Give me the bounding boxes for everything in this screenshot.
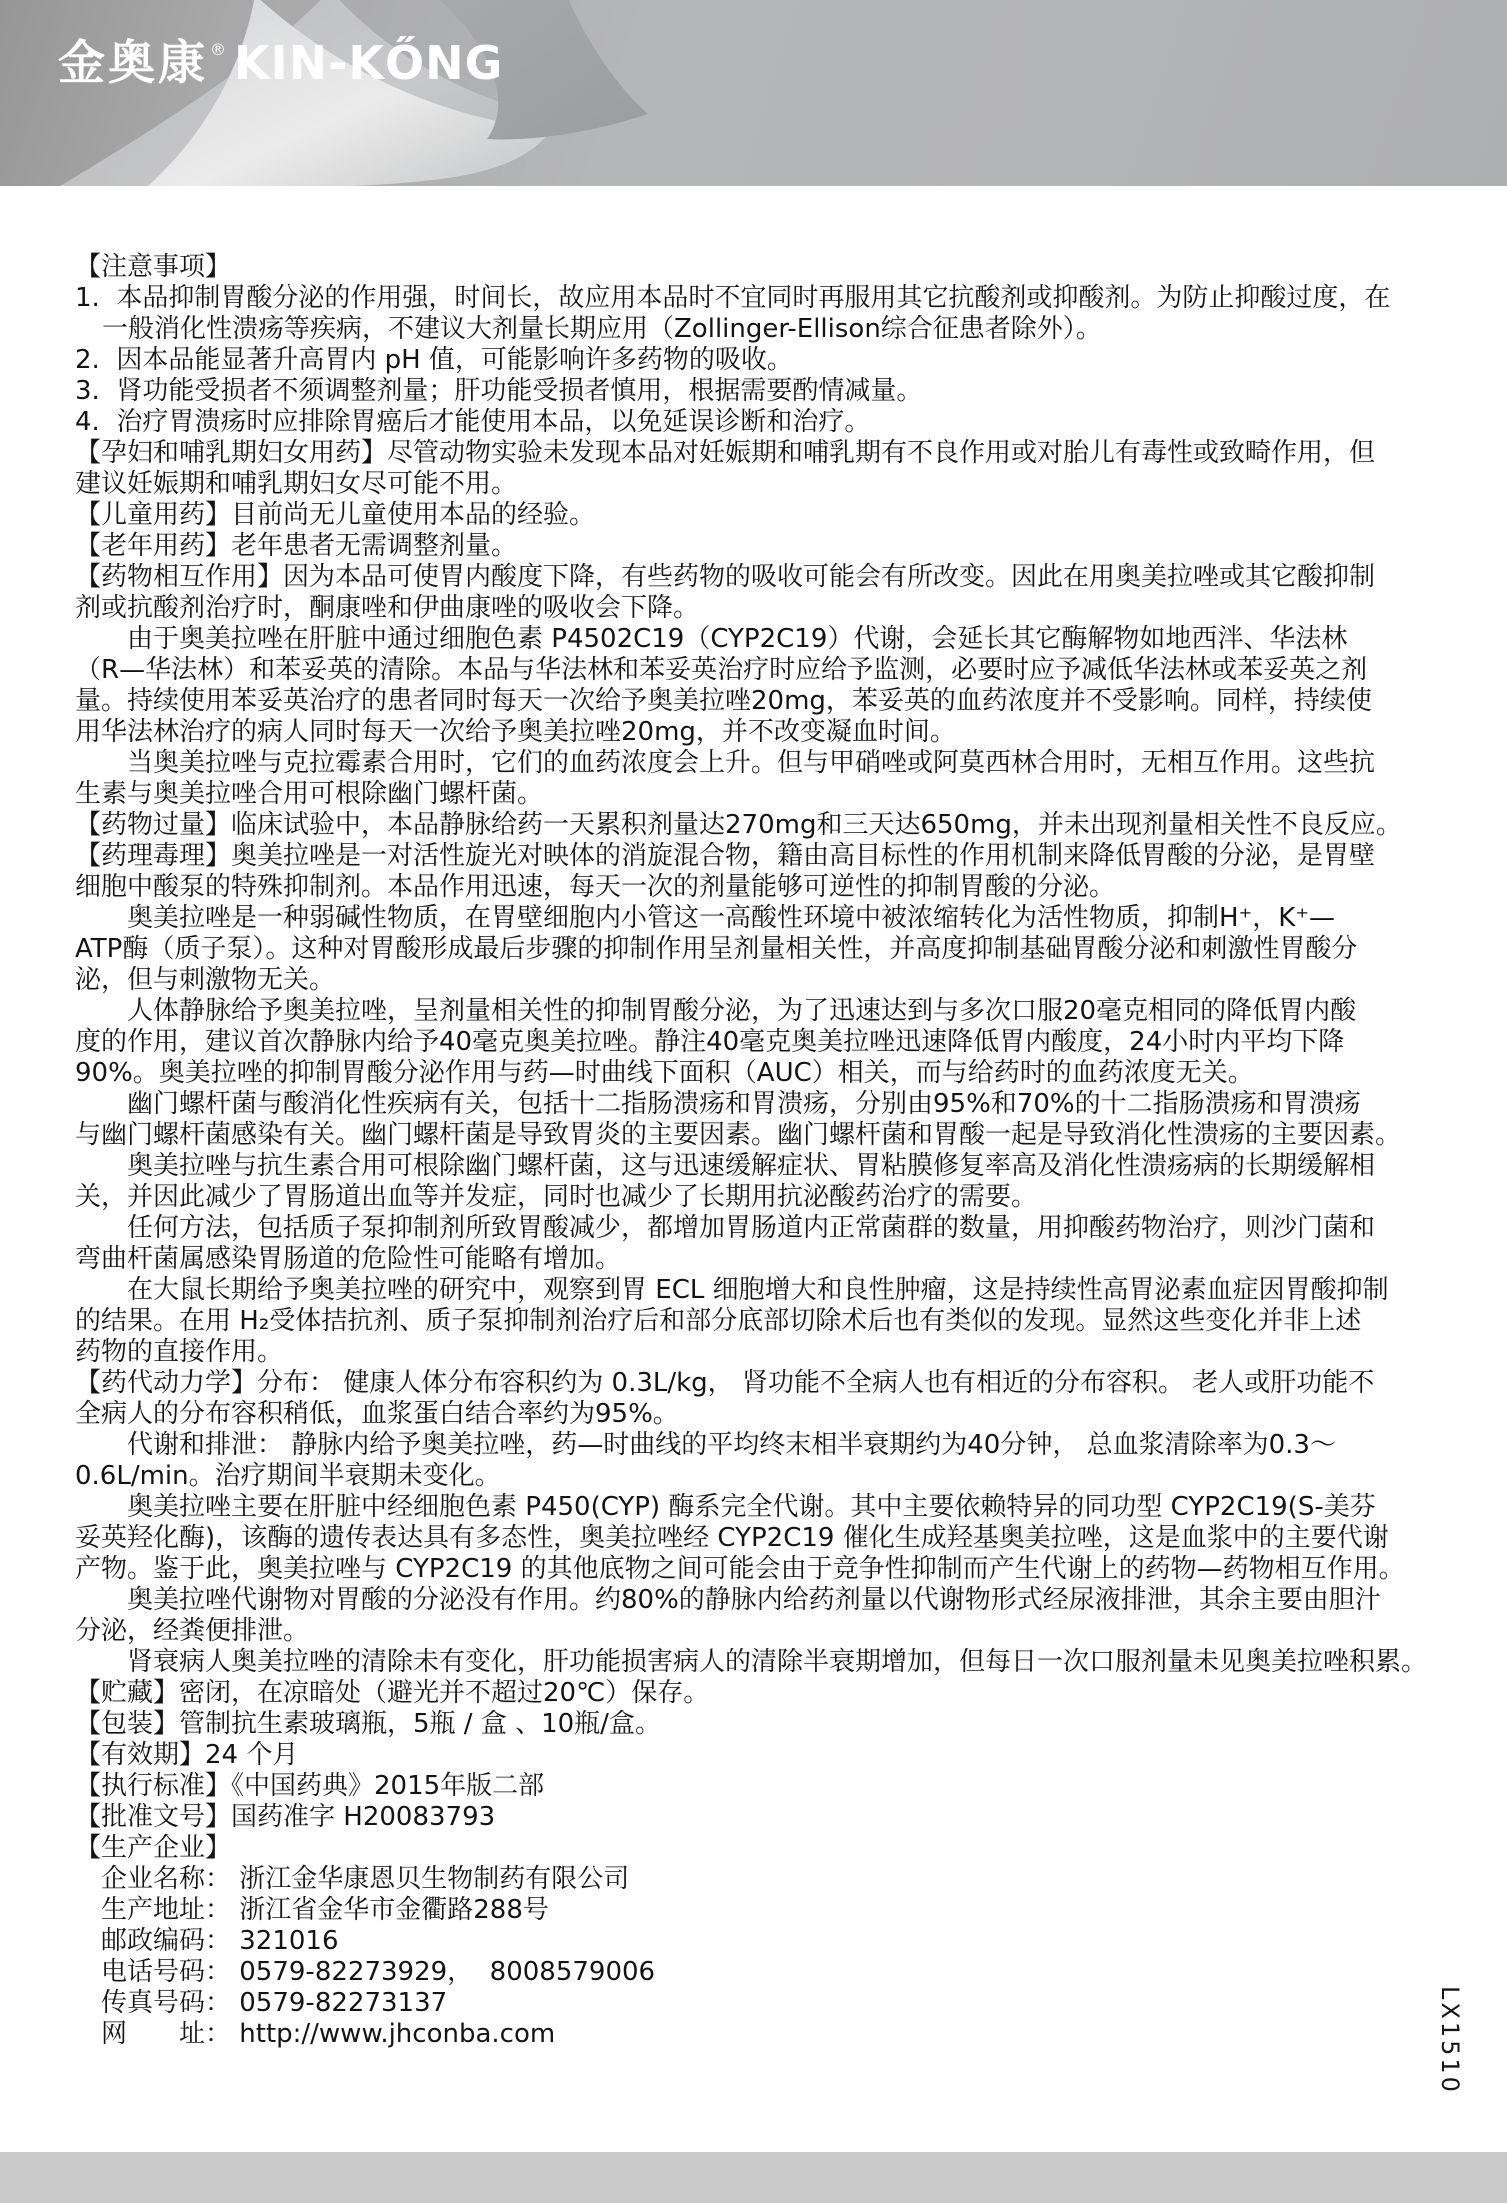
text-line: 【老年用药】老年患者无需调整剂量。 bbox=[75, 531, 518, 561]
footer-bar bbox=[0, 2152, 1507, 2203]
text-line: 分泌，经粪便排泄。 bbox=[75, 1616, 310, 1646]
text-line: 人体静脉给予奥美拉唑，呈剂量相关性的抑制胃酸分泌，为了迅速达到与多次口服20毫克相同的降低胃内酸 bbox=[127, 996, 1357, 1026]
text-line: 4. 治疗胃溃疡时应排除胃癌后才能使用本品，以免延误诊断和治疗。 bbox=[75, 407, 871, 437]
text-line: 【注意事项】 bbox=[75, 252, 232, 282]
ribbon-wave-graphic bbox=[0, 0, 1507, 186]
text-line: 3. 肾功能受损者不须调整剂量；肝功能受损者慎用，根据需要酌情减量。 bbox=[75, 376, 923, 406]
text-line: 泌，但与刺激物无关。 bbox=[75, 965, 336, 995]
text-line: 由于奥美拉唑在肝脏中通过细胞色素 P4502C19（CYP2C19）代谢，会延长其它酶解物如地西泮、华法林 bbox=[127, 624, 1348, 654]
text-line: 建议妊娠期和哺乳期妇女尽可能不用。 bbox=[75, 469, 518, 499]
text-line: 任何方法，包括质子泵抑制剂所致胃酸减少，都增加胃肠道内正常菌群的数量，用抑酸药物治疗，则沙门菌和 bbox=[127, 1213, 1376, 1243]
text-line: 用华法林治疗的病人同时每天一次给予奥美拉唑20mg，并不改变凝血时间。 bbox=[75, 717, 956, 747]
text-line: ATP酶（质子泵）。这种对胃酸形成最后步骤的抑制作用呈剂量相关性，并高度抑制基础胃酸分泌和刺激性胃酸分 bbox=[75, 934, 1358, 964]
brand-header bbox=[0, 0, 1507, 186]
text-line: 【执行标准】《中国药典》2015年版二部 bbox=[75, 1771, 545, 1801]
text-line: 1. 本品抑制胃酸分泌的作用强，时间长，故应用本品时不宜同时再服用其它抗酸剂或抑酸剂。为防止抑酸过度，在 bbox=[75, 283, 1391, 313]
text-line: 【药理毒理】奥美拉唑是一对活性旋光对映体的消旋混合物，籍由高目标性的作用机制来降低胃酸的分泌，是胃壁 bbox=[75, 841, 1376, 871]
text-line: 【孕妇和哺乳期妇女用药】尽管动物实验未发现本品对妊娠期和哺乳期有不良作用或对胎儿有毒性或致畸作用，但 bbox=[75, 438, 1376, 468]
text-line: 【包装】管制抗生素玻璃瓶，5瓶 / 盒 、10瓶/盒。 bbox=[75, 1709, 661, 1739]
text-line: 邮政编码： 321016 bbox=[101, 1926, 339, 1956]
text-line: 2. 因本品能显著升高胃内 pH 值，可能影响许多药物的吸收。 bbox=[75, 345, 793, 375]
text-line: 电话号码： 0579-82273929， 8008579006 bbox=[101, 1957, 656, 1987]
text-line: 妥英羟化酶)，该酶的遗传表达具有多态性，奥美拉唑经 CYP2C19 催化生成羟基奥美拉唑，这是血浆中的主要代谢 bbox=[75, 1523, 1389, 1553]
text-line: 【药物过量】临床试验中，本品静脉给药一天累积剂量达270mg和三天达650mg，并未出现剂量相关性不良反应。 bbox=[75, 810, 1402, 840]
text-line: 传真号码： 0579-82273137 bbox=[101, 1988, 448, 2018]
text-line: （R—华法林）和苯妥英的清除。本品与华法林和苯妥英治疗时应给予监测，必要时应予减低华法林或苯妥英之剂 bbox=[75, 655, 1368, 685]
text-line: 【批准文号】国药准字 H20083793 bbox=[75, 1802, 496, 1832]
text-line: 奥美拉唑代谢物对胃酸的分泌没有作用。约80%的静脉内给药剂量以代谢物形式经尿液排泄，其余主要由胆汁 bbox=[127, 1585, 1381, 1615]
text-line: 90%。奥美拉唑的抑制胃酸分泌作用与药—时曲线下面积（AUC）相关，而与给药时的血药浓度无关。 bbox=[75, 1058, 1254, 1088]
text-line: 网 址： http://www.jhconba.com bbox=[101, 2019, 556, 2049]
text-line: 奥美拉唑与抗生素合用可根除幽门螺杆菌，这与迅速缓解症状、胃粘膜修复率高及消化性溃疡病的长期缓解相 bbox=[127, 1151, 1376, 1181]
text-line: 0.6L/min。治疗期间半衰期未变化。 bbox=[75, 1461, 501, 1491]
text-line: 【药物相互作用】因为本品可使胃内酸度下降，有些药物的吸收可能会有所改变。因此在用奥美拉唑或其它酸抑制 bbox=[75, 562, 1376, 592]
brand-logo bbox=[58, 36, 504, 91]
text-line: 【贮藏】密闭，在凉暗处（避光并不超过20℃）保存。 bbox=[75, 1678, 710, 1708]
text-line: 关，并因此减少了胃肠道出血等并发症，同时也减少了长期用抗泌酸药治疗的需要。 bbox=[75, 1182, 1038, 1212]
text-line: 的结果。在用 H₂受体拮抗剂、质子泵抑制剂治疗后和部分底部切除术后也有类似的发现。显然这些变化并非上述 bbox=[75, 1306, 1362, 1336]
text-line: 当奥美拉唑与克拉霉素合用时，它们的血药浓度会上升。但与甲硝唑或阿莫西林合用时，无相互作用。这些抗 bbox=[127, 748, 1376, 778]
text-line: 肾衰病人奥美拉唑的清除未有变化，肝功能损害病人的清除半衰期增加，但每日一次口服剂量未见奥美拉唑积累。 bbox=[127, 1647, 1428, 1677]
text-line: 弯曲杆菌属感染胃肠道的危险性可能略有增加。 bbox=[75, 1244, 622, 1274]
text-line: 企业名称： 浙江金华康恩贝生物制药有限公司 bbox=[101, 1864, 630, 1894]
document-body bbox=[75, 252, 1445, 2050]
brand-logo-chinese: 金奥康 bbox=[58, 36, 208, 91]
text-line: 奥美拉唑主要在肝脏中经细胞色素 P450(CYP) 酶系完全代谢。其中主要依赖特异的同功型 CYP2C19(S-美芬 bbox=[127, 1492, 1376, 1522]
text-line: 奥美拉唑是一种弱碱性物质，在胃壁细胞内小管这一高酸性环境中被浓缩转化为活性物质，抑制H⁺，K⁺— bbox=[127, 903, 1336, 933]
text-line: 一般消化性溃疡等疾病，不建议大剂量长期应用（Zollinger-Ellison综合征患者除外）。 bbox=[102, 314, 1102, 344]
text-line: 生产地址： 浙江省金华市金衢路288号 bbox=[101, 1895, 549, 1925]
text-line: 全病人的分布容积稍低，血浆蛋白结合率约为95%。 bbox=[75, 1399, 679, 1429]
text-line: 【有效期】24 个月 bbox=[75, 1740, 299, 1770]
text-line: 【生产企业】 bbox=[75, 1833, 232, 1863]
registered-trademark-icon: ® bbox=[210, 40, 226, 59]
text-line: 【儿童用药】目前尚无儿童使用本品的经验。 bbox=[75, 500, 596, 530]
text-line: 量。持续使用苯妥英治疗的患者同时每天一次给予奥美拉唑20mg，苯妥英的血药浓度并不受影响。同样，持续使 bbox=[75, 686, 1372, 716]
text-line: 剂或抗酸剂治疗时，酮康唑和伊曲康唑的吸收会下降。 bbox=[75, 593, 700, 623]
text-line: 生素与奥美拉唑合用可根除幽门螺杆菌。 bbox=[75, 779, 544, 809]
text-line: 药物的直接作用。 bbox=[75, 1337, 284, 1367]
print-code-vertical: LX1510 bbox=[1436, 1986, 1464, 2095]
brand-logo-english: KIN-KŐNG bbox=[234, 36, 504, 90]
text-line: 在大鼠长期给予奥美拉唑的研究中，观察到胃 ECL 细胞增大和良性肿瘤，这是持续性高胃泌素血症因胃酸抑制 bbox=[127, 1275, 1389, 1305]
text-line: 与幽门螺杆菌感染有关。幽门螺杆菌是导致胃炎的主要因素。幽门螺杆菌和胃酸一起是导致消化性溃疡的主要因素。 bbox=[75, 1120, 1402, 1150]
text-line: 代谢和排泄： 静脉内给予奥美拉唑，药—时曲线的平均终末相半衰期约为40分钟， 总血浆清除率为0.3～ bbox=[127, 1430, 1336, 1460]
text-line: 幽门螺杆菌与酸消化性疾病有关，包括十二指肠溃疡和胃溃疡，分别由95%和70%的十二指肠溃疡和胃溃疡 bbox=[127, 1089, 1361, 1119]
text-line: 度的作用，建议首次静脉内给予40毫克奥美拉唑。静注40毫克奥美拉唑迅速降低胃内酸度，24小时内平均下降 bbox=[75, 1027, 1345, 1057]
text-line: 产物。鉴于此，奥美拉唑与 CYP2C19 的其他底物之间可能会由于竞争性抑制而产生代谢上的药物—药物相互作用。 bbox=[75, 1554, 1405, 1584]
text-line: 【药代动力学】分布： 健康人体分布容积约为 0.3L/kg， 肾功能不全病人也有相近的分布容积。 老人或肝功能不 bbox=[75, 1368, 1375, 1398]
text-line: 细胞中酸泵的特殊抑制剂。本品作用迅速，每天一次的剂量能够可逆性的抑制胃酸的分泌。 bbox=[75, 872, 1116, 902]
